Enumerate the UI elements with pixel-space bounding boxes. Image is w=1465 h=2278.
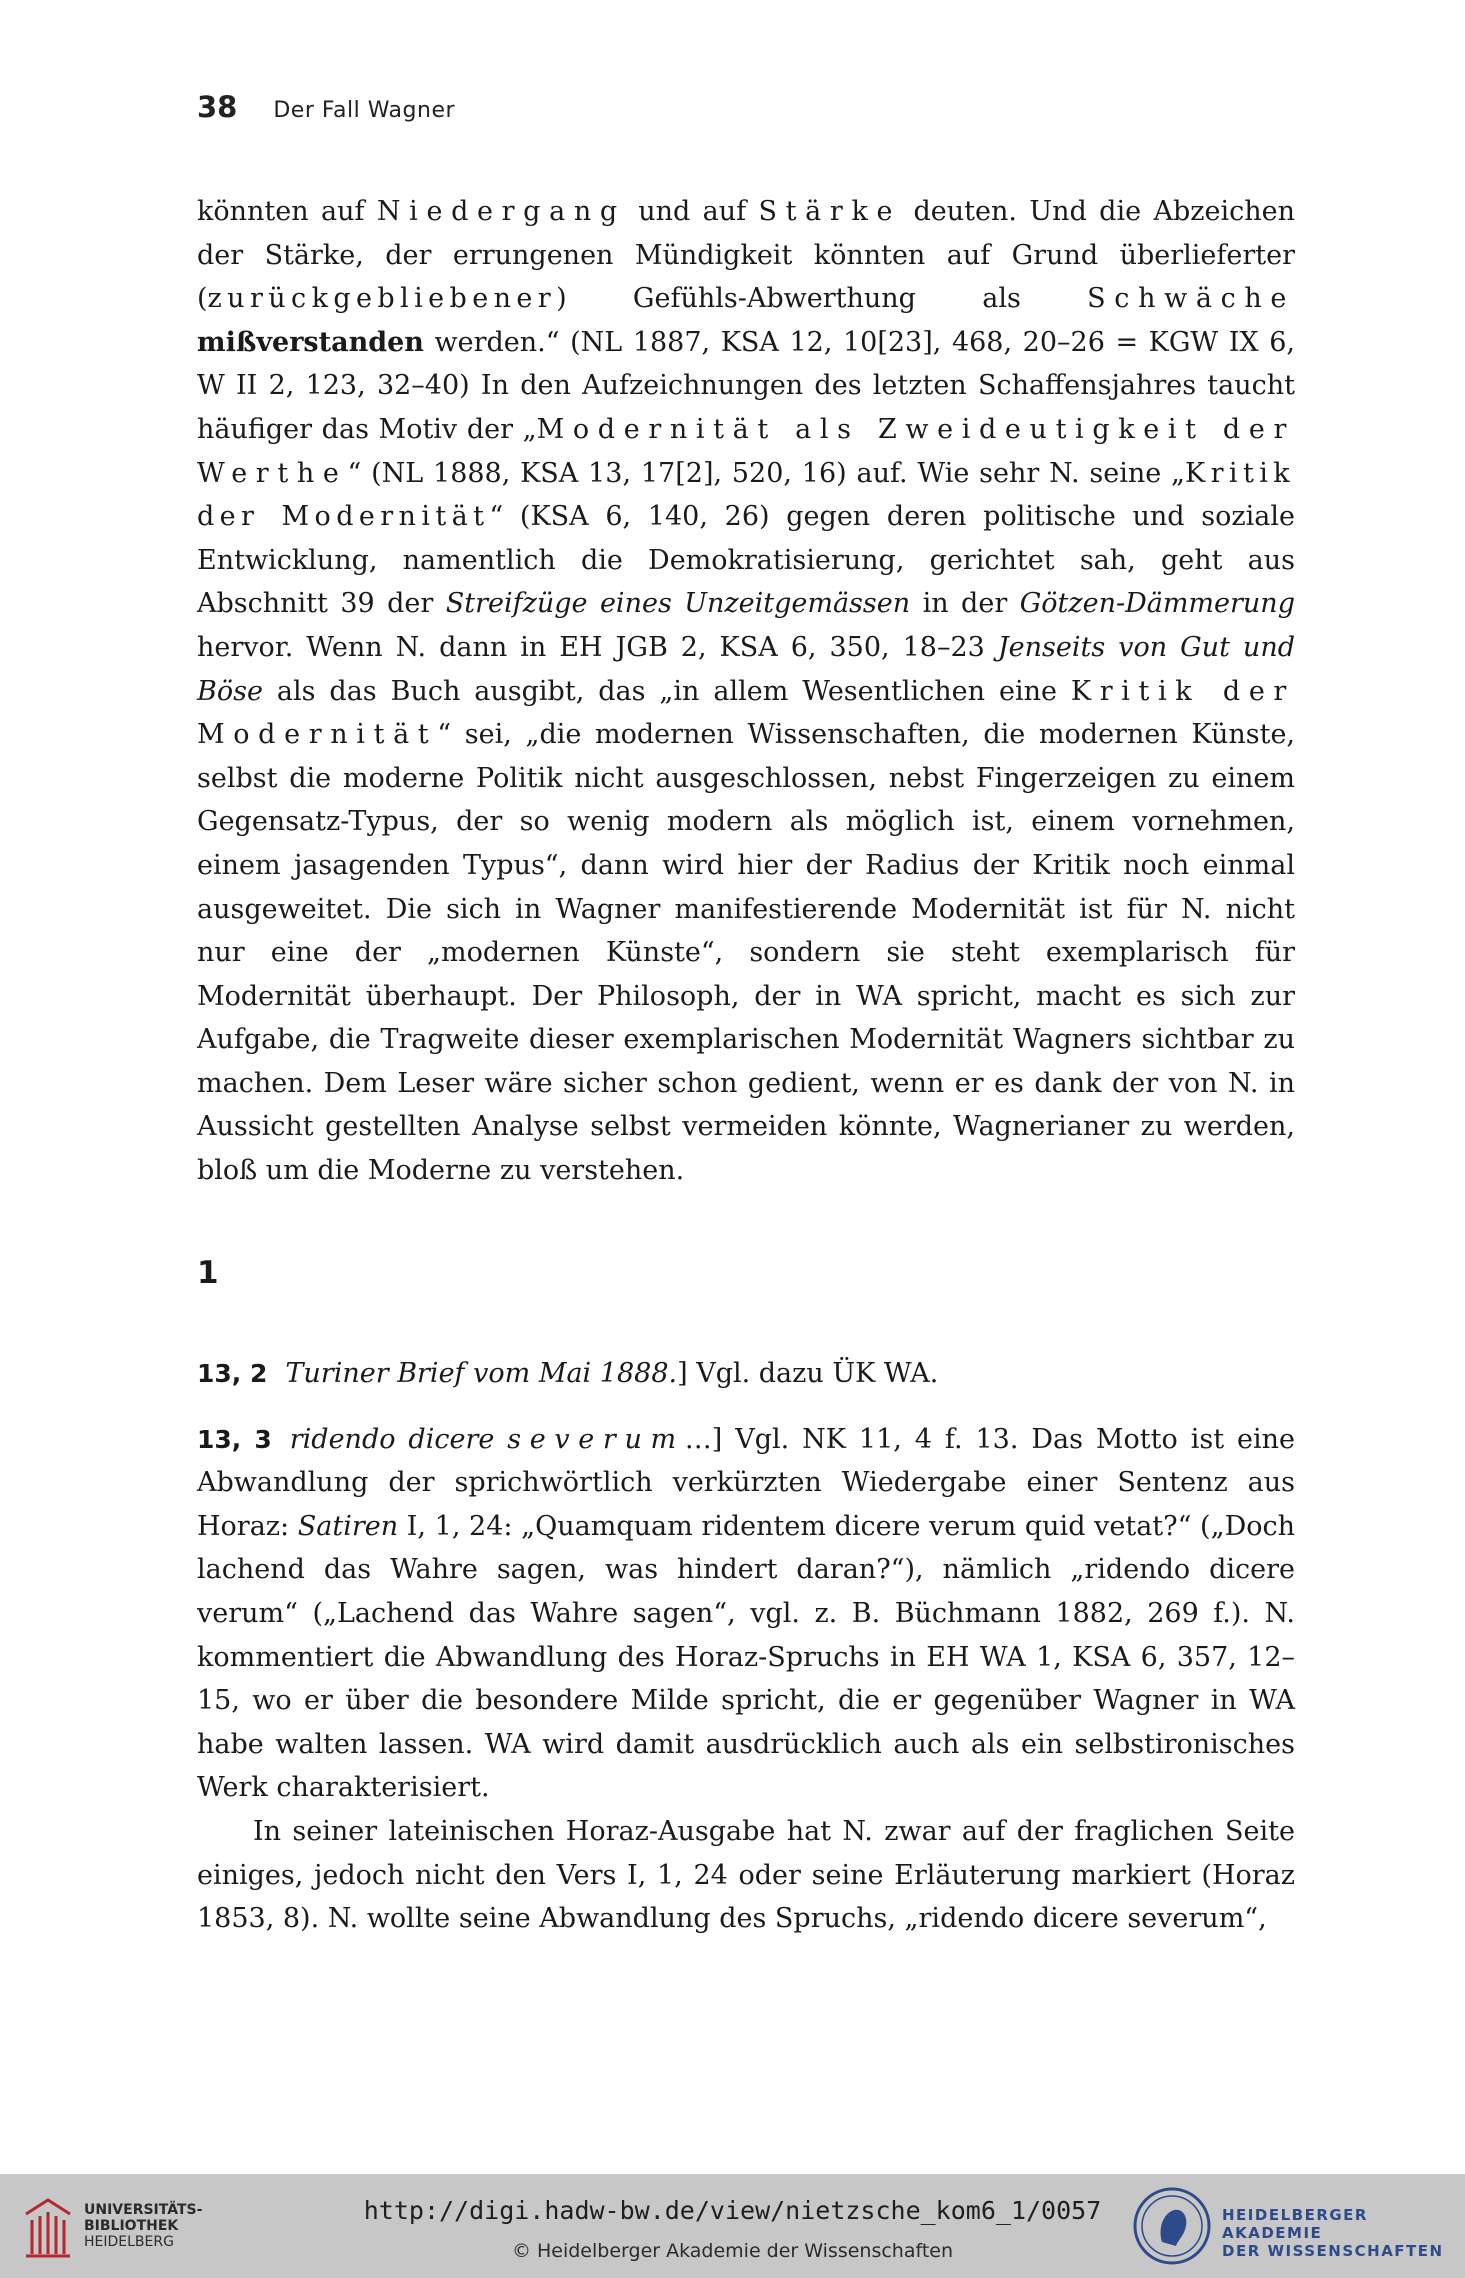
ub-name-line: HEIDELBERG bbox=[84, 2234, 174, 2250]
italic-title: Jenseits von Gut und Böse bbox=[197, 631, 1295, 707]
italic-title: Götzen-Dämmerung bbox=[1019, 588, 1295, 620]
hadw-name-line: DER WISSENSCHAFTEN bbox=[1222, 2242, 1444, 2260]
source-url-link[interactable]: http://digi.hadw-bw.de/view/nietzsche_kom6_1/0057 bbox=[363, 2196, 1102, 2225]
spaced-term: Kritik der Modernität bbox=[197, 675, 1295, 751]
note-reference: 13, 3 bbox=[197, 1424, 272, 1454]
commentary-notes bbox=[197, 1352, 1295, 1941]
footer-bar bbox=[0, 2174, 1465, 2278]
ub-name-line: BIBLIOTHEK bbox=[84, 2218, 179, 2234]
text-run: in der bbox=[910, 588, 1020, 620]
text-run: könnten auf bbox=[197, 196, 377, 227]
note-continuation: In seiner lateinischen Horaz-Ausgabe hat N. zwar auf der fraglichen Seite einiges, jedoch nicht den Vers I, 1, 24 oder seine Erläuterung markiert (Horaz 1853, 8). N. wollte seine Abwandlung des Spruchs, „ridendo dicere severum“, bbox=[197, 1815, 1295, 1935]
running-title: Der Fall Wagner bbox=[273, 98, 456, 123]
ub-name-line: UNIVERSITÄTS- bbox=[84, 2202, 203, 2218]
body-paragraph bbox=[197, 190, 1295, 1193]
note-lemma: ridendo dicere bbox=[289, 1423, 508, 1455]
text-run: und auf bbox=[625, 196, 759, 227]
spaced-term: Stärke bbox=[758, 196, 902, 227]
italic-title: Satiren bbox=[297, 1510, 399, 1542]
text-run: hervor. Wenn N. dann in EH JGB 2, KSA 6, 350, 18–23 bbox=[197, 631, 998, 663]
text-run: als das Buch ausgibt, das „in allem Wesentlichen eine bbox=[262, 675, 1071, 707]
spaced-term: zurückgebliebener bbox=[207, 283, 557, 315]
text-run: deuten. Und die Abzeichen der Stärke, der errungenen Mündigkeit könnten auf Grund überlieferter ( bbox=[197, 196, 1295, 315]
note-13-2 bbox=[197, 1352, 1295, 1396]
bold-term: mißverstanden bbox=[197, 326, 424, 358]
spaced-term: Kritik der Modernität bbox=[197, 457, 1295, 533]
text-run: ) Gefühls-Abwerthung als bbox=[556, 283, 1088, 315]
note-13-3 bbox=[197, 1418, 1295, 1810]
note-lemma-ellipsis: … bbox=[684, 1423, 712, 1455]
text-run: “ (KSA 6, 140, 26) gegen deren politische und soziale Entwicklung, namentlich die Demokratisierung, gerichtet sah, geht aus Abschnitt 39 der bbox=[197, 501, 1295, 620]
note-reference: 13, 2 bbox=[197, 1359, 268, 1388]
hadw-name-line: HEIDELBERGER AKADEMIE bbox=[1222, 2206, 1368, 2242]
note-text: ] Vgl. NK 11, 4 f. 13. Das Motto ist eine Abwandlung der sprichwörtlich verkürzten Wiedergabe einer Sentenz aus Horaz: bbox=[197, 1423, 1295, 1542]
main-text bbox=[197, 190, 1295, 1193]
text-run: “ sei, „die modernen Wissenschaften, die modernen Künste, selbst die moderne Politik nicht ausgeschlossen, nebst Fingerzeigen zu einem Gegensatz-Typus, der so wenig modern als möglich ist, einem vornehmen, einem jasagenden Typus“, dann wird hier der Radius der Kritik noch einmal ausgeweitet. Die sich in Wagner manifestierende Modernität ist für N. nicht nur eine der „modernen Künste“, sondern sie steht exemplarisch für Modernität überhaupt. Der Philosoph, der in WA spricht, macht es sich zur Aufgabe, die Tragweite dieser exemplarischen Modernität Wagners sichtbar zu machen. Dem Leser wäre sicher schon gedient, wenn er es dank der von N. in Aussicht gestellten Analyse selbst vermeiden könnte, Wagnerianer zu werden, bloß um die Moderne zu verstehen. bbox=[197, 719, 1295, 1187]
spaced-term: Niedergang bbox=[376, 196, 626, 227]
note-lemma: Turiner Brief vom Mai 1888. bbox=[285, 1358, 678, 1389]
italic-title: Streifzüge eines Unzeitgemässen bbox=[445, 588, 911, 620]
note-text: I, 1, 24: „Quamquam ridentem dicere verum quid vetat?“ („Doch lachend das Wahre sagen, was hindert daran?“), nämlich „ridendo dicere verum“ („Lachend das Wahre sagen“, vgl. z. B. Büchmann 1882, 269 f.). N. kommentiert die Abwandlung des Horaz-Spruchs in EH WA 1, KSA 6, 357, 12–15, wo er über die besondere Milde spricht, die er gegenüber Wagner in WA habe walten lassen. WA wird damit ausdrücklich auch als ein selbstironisches Werk charakterisiert. bbox=[197, 1510, 1295, 1804]
text-run: werden.“ (NL 1887, KSA 12, 10[23], 468, 20–26 = KGW IX 6, W II 2, 123, 32–40) In den Aufzeichnungen des letzten Schaffensjahres taucht häufiger das Motiv der „ bbox=[197, 326, 1295, 445]
note-text: ] Vgl. dazu ÜK WA. bbox=[677, 1358, 939, 1389]
page-header bbox=[197, 90, 455, 124]
spaced-term: Modernität als Zweideutigkeit der Werthe bbox=[197, 413, 1295, 489]
hadw-name bbox=[1222, 2206, 1465, 2260]
section-number: 1 bbox=[197, 1255, 219, 1291]
note-lemma-spaced: severum bbox=[507, 1423, 685, 1455]
text-run: “ (NL 1888, KSA 13, 17[2], 520, 16) auf. Wie sehr N. seine „ bbox=[347, 457, 1186, 489]
page-number: 38 bbox=[197, 90, 238, 124]
spaced-term: Schwäche bbox=[1087, 283, 1295, 315]
copyright-notice: © Heidelberger Akademie der Wissenschaften bbox=[511, 2240, 954, 2262]
hadw-seal-icon bbox=[1132, 2186, 1212, 2266]
